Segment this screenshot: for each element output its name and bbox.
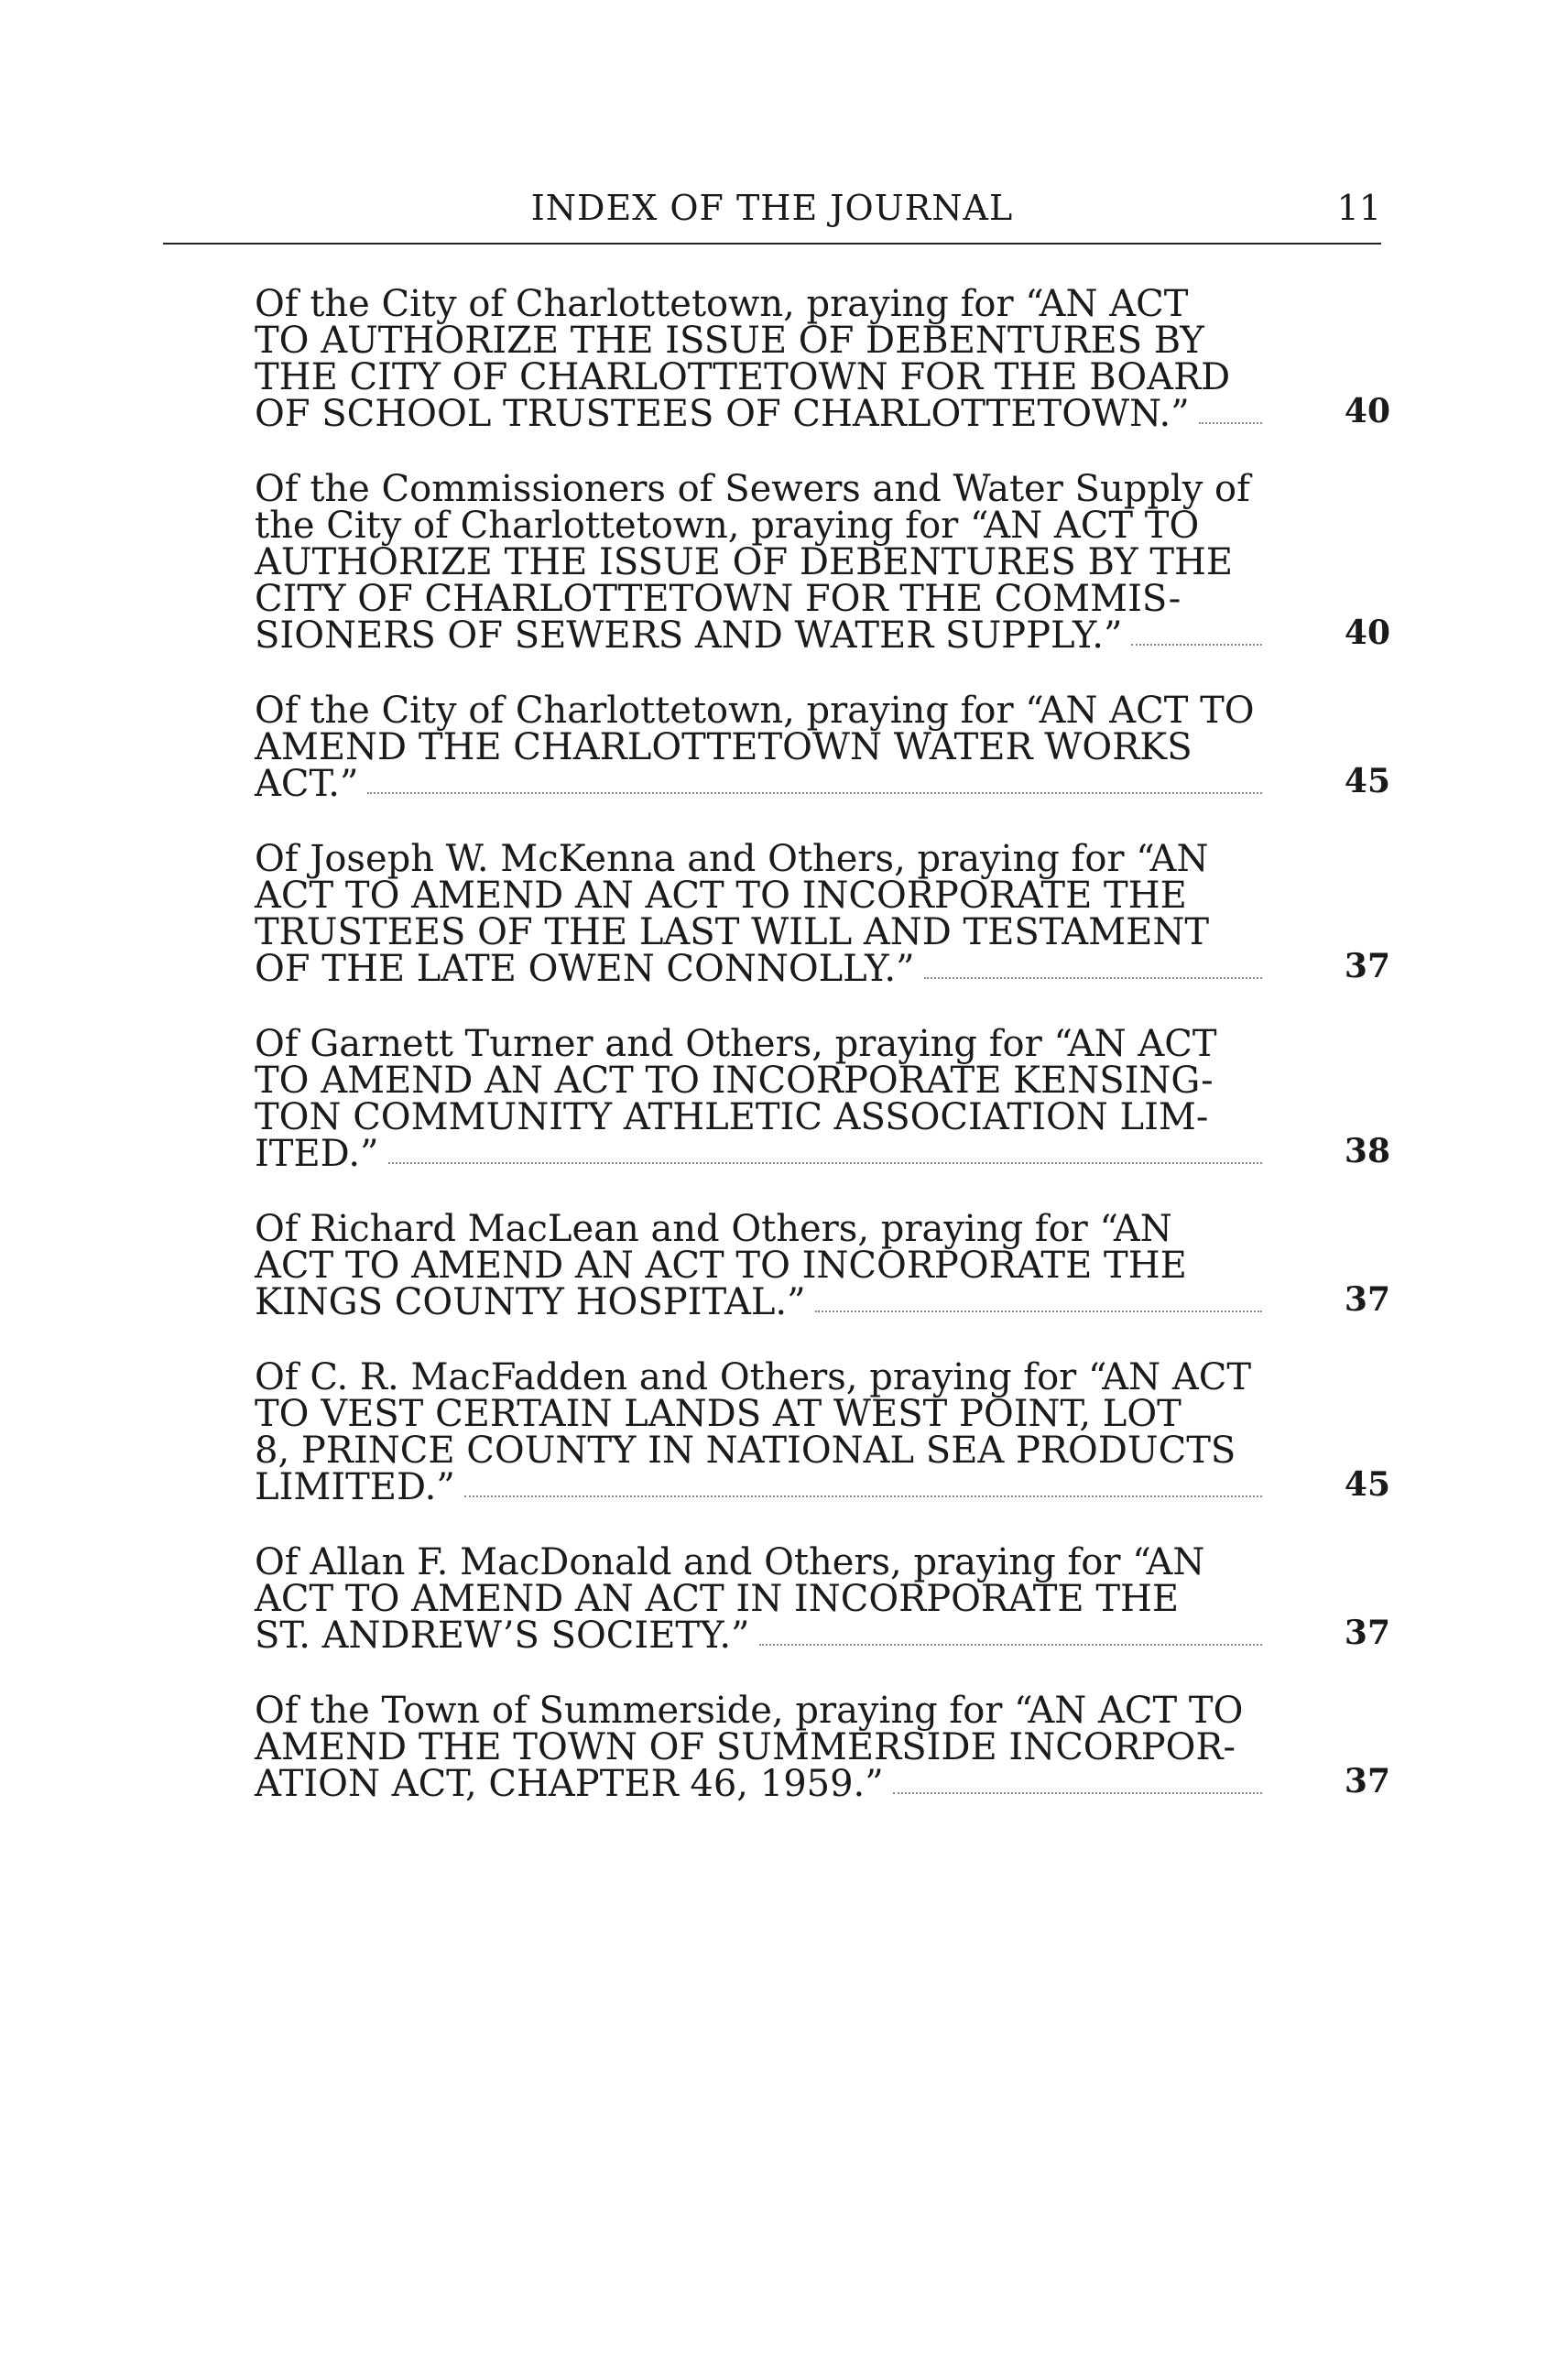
entry-line: Of Richard MacLean and Others, praying for “AN (255, 1208, 1172, 1250)
index-entry (255, 283, 1390, 435)
entry-text (255, 690, 1262, 805)
entry-line: Of Allan F. MacDonald and Others, praying for “AN (255, 1541, 1205, 1583)
page-reference: 37 (1344, 1762, 1390, 1800)
index-entry (255, 690, 1390, 805)
entry-line: AMEND THE CHARLOTTETOWN WATER WORKS (255, 726, 1192, 768)
page-reference: 40 (1344, 614, 1390, 652)
entry-line: 8, PRINCE COUNTY IN NATIONAL SEA PRODUCTS (255, 1430, 1236, 1472)
page-reference: 45 (1344, 762, 1390, 800)
page-reference: 40 (1344, 392, 1390, 430)
dot-leader (759, 1635, 1263, 1646)
entry-text (255, 1541, 1262, 1657)
entry-line: TO AMEND AN ACT TO INCORPORATE KENSING- (255, 1060, 1214, 1102)
entry-text (255, 838, 1262, 990)
entry-last-line (255, 948, 1262, 990)
entry-last-line (255, 1763, 1262, 1805)
entry-text (255, 1356, 1262, 1508)
entry-last-line (255, 1281, 1262, 1323)
entry-line: Of Joseph W. McKenna and Others, praying for “AN (255, 838, 1209, 880)
entry-line: THE CITY OF CHARLOTTETOWN FOR THE BOARD (255, 356, 1231, 398)
entry-last-line (255, 763, 1262, 805)
entry-line: SIONERS OF SEWERS AND WATER SUPPLY.” (255, 615, 1123, 657)
index-entry (255, 1690, 1390, 1805)
entry-line: Of Garnett Turner and Others, praying for “AN ACT (255, 1023, 1217, 1065)
page-reference: 37 (1344, 1280, 1390, 1319)
page-reference: 37 (1344, 1614, 1390, 1652)
entry-line: Of the Town of Summerside, praying for “AN ACT TO (255, 1690, 1244, 1732)
index-entry (255, 1541, 1390, 1657)
index-entry (255, 1208, 1390, 1323)
entry-line: AMEND THE TOWN OF SUMMERSIDE INCORPOR- (255, 1726, 1236, 1768)
entry-line: the City of Charlottetown, praying for “AN ACT TO (255, 505, 1200, 547)
entry-line: OF SCHOOL TRUSTEES OF CHARLOTTETOWN.” (255, 393, 1190, 435)
entry-line: TO AUTHORIZE THE ISSUE OF DEBENTURES BY (255, 320, 1204, 362)
entry-line: Of C. R. MacFadden and Others, praying for “AN ACT (255, 1356, 1252, 1398)
page-number: 11 (1336, 188, 1381, 228)
entry-line: KINGS COUNTY HOSPITAL.” (255, 1281, 806, 1323)
entry-line: Of the City of Charlottetown, praying for “AN ACT TO (255, 690, 1255, 732)
page-reference: 38 (1344, 1132, 1390, 1170)
entry-last-line (255, 1133, 1262, 1175)
dot-leader (815, 1301, 1262, 1312)
entry-text (255, 283, 1262, 435)
entry-line: ITED.” (255, 1133, 379, 1175)
index-entry (255, 468, 1390, 657)
entry-last-line (255, 1466, 1262, 1508)
dot-leader (1131, 635, 1262, 646)
dot-leader (1199, 413, 1262, 424)
page-reference: 37 (1344, 947, 1390, 985)
entry-line: ATION ACT, CHAPTER 46, 1959.” (255, 1763, 884, 1805)
entry-line: CITY OF CHARLOTTETOWN FOR THE COMMIS- (255, 578, 1181, 620)
entry-text (255, 1690, 1262, 1805)
entry-line: LIMITED.” (255, 1466, 455, 1508)
page-header (163, 188, 1381, 245)
index-entry (255, 1023, 1390, 1175)
dot-leader (367, 783, 1262, 794)
entry-line: OF THE LATE OWEN CONNOLLY.” (255, 948, 915, 990)
entry-last-line (255, 615, 1262, 657)
page-reference: 45 (1344, 1465, 1390, 1504)
entry-line: TO VEST CERTAIN LANDS AT WEST POINT, LOT (255, 1393, 1181, 1435)
entry-line: TRUSTEES OF THE LAST WILL AND TESTAMENT (255, 911, 1210, 953)
index-entries (255, 283, 1390, 1841)
entry-line: TON COMMUNITY ATHLETIC ASSOCIATION LIM- (255, 1096, 1209, 1138)
index-entry (255, 838, 1390, 990)
entry-last-line (255, 1615, 1262, 1657)
entry-line: Of the Commissioners of Sewers and Water Supply of (255, 468, 1250, 510)
entry-line: AUTHORIZE THE ISSUE OF DEBENTURES BY THE (255, 541, 1234, 583)
entry-last-line (255, 393, 1262, 435)
entry-line: ACT TO AMEND AN ACT IN INCORPORATE THE (255, 1578, 1180, 1620)
dot-leader (924, 968, 1262, 979)
dot-leader (464, 1486, 1262, 1497)
entry-text (255, 468, 1262, 657)
entry-line: Of the City of Charlottetown, praying for “AN ACT (255, 283, 1189, 325)
entry-line: ACT TO AMEND AN ACT TO INCORPORATE THE (255, 875, 1187, 917)
entry-line: ST. ANDREW’S SOCIETY.” (255, 1615, 750, 1657)
dot-leader (893, 1783, 1262, 1794)
entry-line: ACT TO AMEND AN ACT TO INCORPORATE THE (255, 1245, 1187, 1287)
entry-text (255, 1208, 1262, 1323)
entry-line: ACT.” (255, 763, 359, 805)
dot-leader (388, 1153, 1263, 1164)
entry-text (255, 1023, 1262, 1175)
page-title: INDEX OF THE JOURNAL (530, 188, 1014, 228)
index-entry (255, 1356, 1390, 1508)
